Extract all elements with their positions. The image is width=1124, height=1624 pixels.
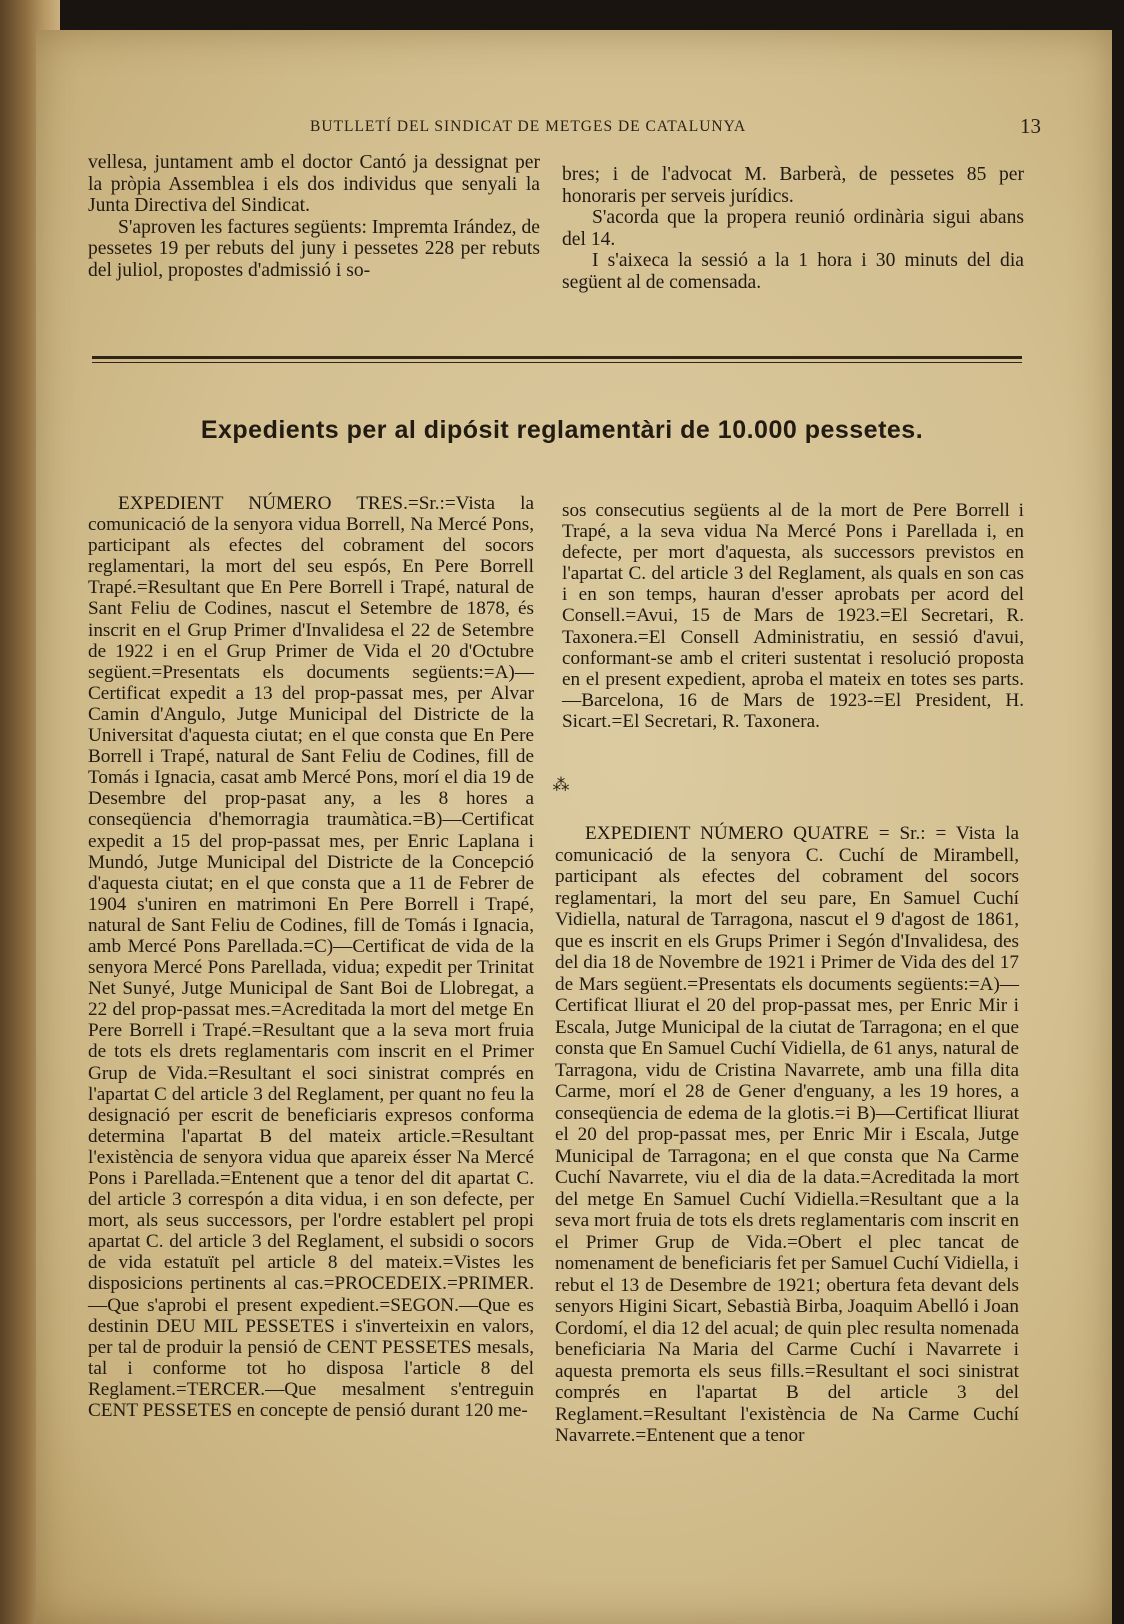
section-title: Expedients per al dipósit reglamentàri de 10.000 pessetes.: [200, 416, 924, 444]
divider-thick-line: [92, 356, 1022, 359]
paragraph: I s'aixeca la sessió a la 1 hora i 30 minuts del dia següent al de comensada.: [562, 250, 1024, 293]
expedient-three-text: EXPEDIENT NÚMERO TRES.=Sr.:=Vista la comunicació de la senyora vidua Borrell, Na Mercé Pons, participant als efectes del cobrament del socors reglamentari, la mort del seu espós, En Pere Borrell Trapé.=Resultant que En Pere Borrell i Trapé, natural de Sant Feliu de Codines, nascut el Setembre de 1878, és inscrit en el Grup Primer d'Invalidesa el 22 de Setembre de 1922 i en el Grup Primer de Vida el 20 d'Octubre següent.=Presentats els documents següents:=A)—Certificat expedit a 13 del prop-passat mes, per Alvar Camin d'Angulo, Jutge Municipal del Districte de la Universitat d'aquesta ciutat; en el que consta que En Pere Borrell i Trapé, natural de Sant Feliu de Codines, fill de Tomás i Ignacia, casat amb Mercé Pons, morí el dia 19 de Desembre del prop-pasat any, a les 8 hores a conseqüencia d'hemorragia traumàtica.=B)—Certificat expedit a 15 del prop-passat mes, per Enric Laplana i Mundó, Jutge Municipal del Districte de la Concepció d'aquesta ciutat; en el que consta que a 11 de Febrer de 1904 s'uniren en matrimoni En Pere Borrell i Trapé, natural de Sant Feliu de Codines, fill de Tomás i Ignacia, amb Mercé Pons Parellada.=C)—Certificat de vida de la senyora Mercé Pons Parellada, vidua; expedit per Trinitat Net Sunyé, Jutge Municipal de Sant Boi de Llobregat, a 22 del prop-passat mes.=Acreditada la mort del metge En Pere Borrell i Trapé.=Resultant que a la seva mort fruia de tots els drets reglamentaris com inscrit en el Primer Grup de Vida.=Resultant el soci sinistrat comprés en l'apartat C del article 3 del Reglament, per quant no feu la designació per escrit de beneficiaris expresos conforma determina l'apartat B del mateix article.=Resultant l'existència de senyora vidua que apareix ésser Na Mercé Pons i Parellada.=Entenent que a tenor del dit apartat C. del article 3 correspón a dita vidua, i en son defecte, per mort, als seus successors, per l'ordre establert pel propi apartat C. del article 3 del Reglament, el subsidi o socors de vida estatuït pel article 8 del mateix.=Vistes les disposicions pertinents al cas.=PROCEDEIX.=PRIMER.—Que s'aprobi el present expedient.=SEGON.—Que es destinin DEU MIL PESSETES i s'inverteixin en valors, per tal de produir la pensió de CENT PESSETES mesals, tal i conforme tot ho disposa l'article 8 del Reglament.=TERCER.—Que mesalment s'entreguin CENT PESSETES en concepte de pensió durant 120 me-: [88, 493, 534, 1422]
section-divider: [92, 356, 1022, 363]
expedient-four-text: EXPEDIENT NÚMERO QUATRE = Sr.: = Vista la comunicació de la senyora C. Cuchí de Mirambell, participant als efectes del cobrament del socors reglamentari, la mort del seu pare, En Samuel Cuchí Vidiella, natural de Tarragona, nascut el 9 d'agost de 1861, que es inscrit en els Grups Primer i Segón d'Invalidesa, des del dia 18 de Novembre de 1921 i Primer de Vida des del 17 de Mars següent.=Presentats els documents següents:=A)—Certificat lliurat el 20 del prop-passat mes, per Enric Mir i Escala, Jutge Municipal de la ciutat de Tarragona; en el que consta que En Samuel Cuchí Vidiella, de 61 anys, natural de Tarragona, vidu de Cristina Navarrete, amb una filla dita Carme, morí el 28 de Gener d'enguany, a les 19 hores, a conseqüencia de edema de la glotis.=i B)—Certificat lliurat el 20 del prop-passat mes, per Enric Mir i Escala, Jutge Municipal de Tarragona; en el que consta que Na Carme Cuchí Navarrete, viu el dia de la data.=Acreditada la mort del metge En Samuel Cuchí Vidiella.=Resultant que a la seva mort fruia de tots els drets reglamentaris com inscrit en el Primer Grup de Vida.=Obert el plec tancat de nomenament de beneficiaris fet per Samuel Cuchí Vidiella, i rebut el 13 de Desembre de 1921; obertura feta devant dels senyors Higini Sicart, Sebastià Birba, Joaquim Abelló i Joan Cordomí, el dia 12 del acual; de quin plec resulta nomenada beneficiaria Na Maria del Carme Cuchí i Navarrete i aquesta premorta els seus fills.=Resultant el soci sinistrat comprés en l'apartat B del article 3 del Reglament.=Resultant l'existència de Na Carme Cuchí Navarrete.=Entenent que a tenor: [555, 823, 1019, 1446]
asterism-separator: ⁂: [552, 775, 572, 794]
top-right-column: [562, 164, 1024, 294]
paragraph: S'acorda que la propera reunió ordinària sigui abans del 14.: [562, 207, 1024, 250]
page-header: [100, 88, 1041, 138]
divider-thin-line: [92, 362, 1022, 363]
expedient-three-continuation: sos consecutius següents al de la mort de Pere Borrell i Trapé, a la seva vidua Na Mercé Pons i Parellada i, en defecte, per mort d'aquesta, als successors previstos en l'apartat C. del article 3 del Reglament, als quals en son cas i en son temps, hauran d'esser aprobats per acord del Consell.=Avui, 15 de Mars de 1923.=El Secretari, R. Taxonera.=El Consell Administratiu, en sessió d'avui, conformant-se amb el criteri sustentat i resolució proposta en el present expedient, aproba el mateix en totes ses parts.—Barcelona, 16 de Mars de 1923-=El President, H. Sicart.=El Secretari, R. Taxonera.: [562, 500, 1024, 732]
running-head: BUTLLETÍ DEL SINDICAT DE METGES DE CATALUNYA: [310, 118, 747, 135]
paragraph: bres; i de l'advocat M. Barberà, de pessetes 85 per honoraris per serveis jurídics.: [562, 164, 1024, 207]
page-number: 13: [1020, 114, 1041, 138]
expedient-three-right: [562, 500, 1024, 732]
paragraph: S'aproven les factures següents: Impremta Irández, de pessetes 19 per rebuts del juny i pessetes 228 per rebuts del juliol, propostes d'admissió i so-: [88, 216, 540, 281]
expedient-three-left: [88, 493, 534, 1421]
expedient-four: [555, 823, 1019, 1447]
top-left-column: [88, 152, 540, 282]
paragraph: vellesa, juntament amb el doctor Cantó ja dessignat per la pròpia Assemblea i els dos individus que senyali la Junta Directiva del Sindicat.: [88, 152, 540, 217]
